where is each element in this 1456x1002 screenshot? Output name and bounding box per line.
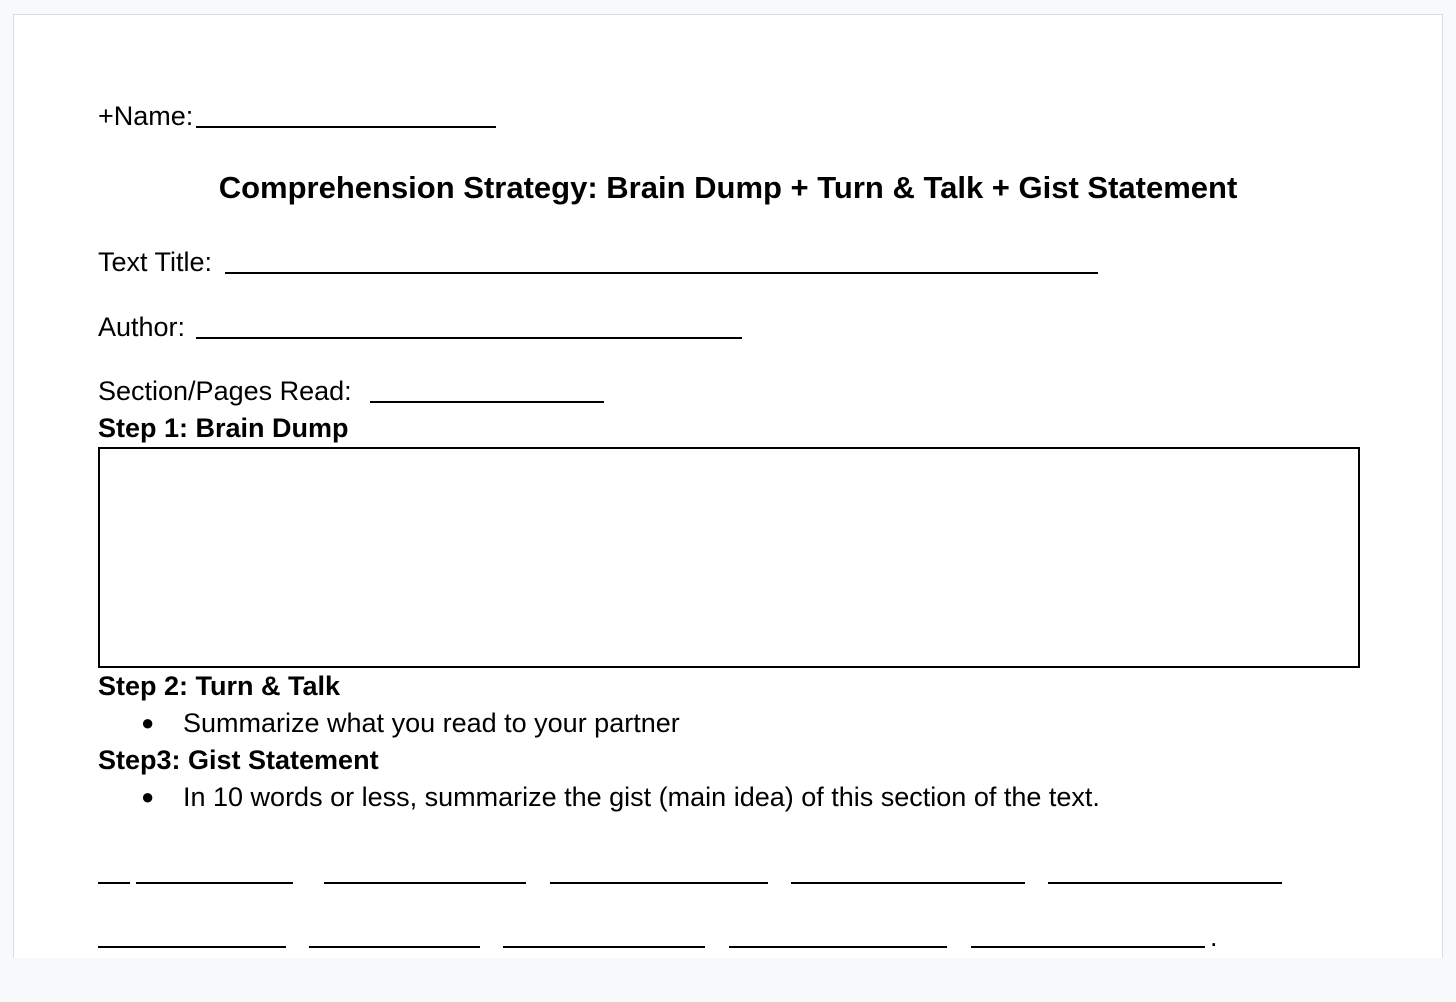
gist-word-blank[interactable] [309,946,480,948]
gist-word-blank[interactable] [550,882,768,884]
section-pages-blank[interactable] [370,401,604,403]
gist-word-blank[interactable] [324,882,526,884]
gist-word-blank[interactable] [971,946,1205,948]
name-blank[interactable] [196,126,496,128]
author-blank[interactable] [196,337,742,339]
text-title-label: Text Title: [98,247,213,277]
gist-word-blank[interactable] [729,946,947,948]
page-cutoff [0,958,1456,1002]
gist-word-blank[interactable] [98,946,286,948]
gist-word-blank[interactable] [1048,882,1282,884]
gist-word-blank[interactable] [791,882,1025,884]
step3-heading: Step3: Gist Statement [98,745,379,775]
step2-heading: Step 2: Turn & Talk [98,671,341,701]
step3-bullet-text: In 10 words or less, summarize the gist (main idea) of this section of the text. [183,782,1100,812]
brain-dump-box[interactable] [98,447,1360,668]
document-page [13,14,1443,994]
step1-heading: Step 1: Brain Dump [98,413,349,443]
section-pages-label: Section/Pages Read: [98,376,352,406]
bullet-icon: ● [141,784,155,809]
gist-word-blank[interactable] [98,882,130,884]
author-label: Author: [98,312,186,342]
gist-end-period: . [1210,922,1218,952]
gist-word-blank[interactable] [136,882,293,884]
text-title-blank[interactable] [225,272,1098,274]
bullet-icon: ● [141,710,155,735]
step2-bullet-text: Summarize what you read to your partner [183,708,680,738]
page-title: Comprehension Strategy: Brain Dump + Turn & Talk + Gist Statement [218,170,1238,205]
name-label: +Name: [98,101,194,131]
gist-word-blank[interactable] [503,946,705,948]
